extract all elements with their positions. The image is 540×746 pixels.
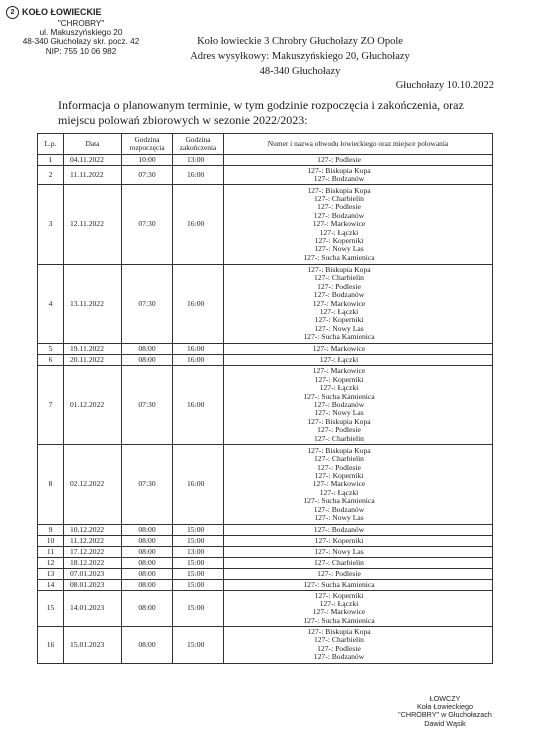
table-row (38, 445, 493, 524)
row-date: 10.12.2022 (64, 524, 122, 535)
row-date: 19.11.2022 (64, 343, 122, 354)
row-end-time: 15:00 (173, 590, 224, 626)
row-number: 16 (38, 627, 64, 663)
row-number: 15 (38, 590, 64, 626)
header-city: 48-340 Głuchołazy (259, 66, 341, 77)
row-start-time: 07:30 (122, 445, 173, 524)
row-number: 6 (38, 354, 64, 365)
place-entry: 127-: Charbielin (314, 433, 364, 443)
place-entry: 127-: Charbielin (314, 193, 364, 203)
row-places (224, 627, 493, 663)
header-org: Koło łowieckie 3 Chrobry Głuchołazy ZO Opole (197, 36, 403, 47)
row-start-time: 08:00 (122, 524, 173, 535)
header-lp: L.p. (38, 134, 64, 155)
date-line: Głuchołazy 10.10.2022 (395, 80, 494, 91)
table-row (38, 546, 493, 557)
place-entry: 127-: Bodzanów (313, 399, 365, 409)
row-places (224, 166, 493, 185)
table-row (38, 557, 493, 568)
row-start-time: 08:00 (122, 590, 173, 626)
table-row (38, 590, 493, 626)
row-date: 01.12.2022 (64, 365, 122, 444)
row-places (224, 524, 493, 535)
row-places (224, 579, 493, 590)
row-number: 13 (38, 568, 64, 579)
table-row (38, 579, 493, 590)
place-entry: 127-: Sucha Kamienica (303, 615, 375, 625)
intro-text: Informacja o planowanym terminie, w tym godzinie rozpoczęcia i zakończenia, oraz miejscu polowań zbiorowych w sezonie 2022/2023: (58, 98, 464, 127)
row-end-time: 15:00 (173, 568, 224, 579)
stamp-postal: 48-340 Głuchołazy skr. pocz. 42 (22, 37, 140, 47)
signature-line2: "CHROBRY" w Głuchołazach (398, 710, 492, 720)
row-start-time: 08:00 (122, 354, 173, 365)
row-places (224, 590, 493, 626)
place-entry: 127-: Podlesie (317, 154, 361, 164)
place-entry: 127-: Koperniki (314, 470, 364, 480)
place-entry: 127-: Podlesie (317, 462, 361, 472)
row-date: 20.11.2022 (64, 354, 122, 365)
stamp-nip: NIP: 755 10 06 982 (45, 46, 117, 56)
row-date: 08.01.2023 (64, 579, 122, 590)
row-start-time: 10:00 (122, 155, 173, 166)
row-date: 15.01.2023 (64, 627, 122, 663)
row-date: 13.11.2022 (64, 264, 122, 343)
row-number: 11 (38, 546, 64, 557)
row-start-time: 07:30 (122, 166, 173, 185)
place-entry: 127-: Nowy Las (314, 323, 364, 333)
row-start-time: 08:00 (122, 343, 173, 354)
stamp-number: 2 (6, 6, 19, 19)
row-places (224, 185, 493, 264)
header-date: Data (64, 134, 122, 155)
row-date: 17.12.2022 (64, 546, 122, 557)
table-row (38, 155, 493, 166)
place-entry: 127-: Łączki (319, 306, 359, 316)
place-entry: 127-: Sucha Kamienica (303, 496, 375, 506)
place-entry: 127-: Podlesie (317, 281, 361, 291)
place-entry: 127-: Nowy Las (314, 244, 364, 254)
header-start: Godzina rozpoczęcia (122, 134, 173, 155)
place-entry: 127-: Podlesie (317, 568, 361, 578)
header-address: Adres wysyłkowy: Makuszyńskiego 20, Głuchołazy (190, 51, 410, 62)
row-start-time: 07:30 (122, 185, 173, 264)
row-start-time: 08:00 (122, 627, 173, 663)
row-start-time: 08:00 (122, 546, 173, 557)
place-entry: 127-: Podlesie (317, 202, 361, 212)
table-row (38, 264, 493, 343)
row-places (224, 535, 493, 546)
row-number: 14 (38, 579, 64, 590)
row-number: 3 (38, 185, 64, 264)
place-entry: 127-: Markowice (312, 298, 366, 308)
hunting-schedule-table (37, 133, 493, 664)
row-number: 4 (38, 264, 64, 343)
place-entry: 127-: Nowy Las (314, 408, 364, 418)
row-start-time: 08:00 (122, 568, 173, 579)
place-entry: 127-: Biskupia Kopa (307, 627, 371, 637)
signature-line1: Koła Łowieckiego (417, 702, 473, 712)
table-header-row (38, 134, 493, 155)
place-entry: 127-: Sucha Kamienica (303, 332, 375, 342)
row-number: 2 (38, 166, 64, 185)
place-entry: 127-: Podlesie (317, 643, 361, 653)
place-entry: 127-: Koperniki (314, 374, 364, 384)
row-end-time: 13:00 (173, 155, 224, 166)
row-places (224, 264, 493, 343)
row-date: 14.01.2023 (64, 590, 122, 626)
row-end-time: 16:00 (173, 264, 224, 343)
row-places (224, 155, 493, 166)
place-entry: 127-: Bodzanów (313, 210, 365, 220)
row-end-time: 15:00 (173, 557, 224, 568)
place-entry: 127-: Biskupia Kopa (307, 416, 371, 426)
row-number: 5 (38, 343, 64, 354)
stamp-name: KOŁO ŁOWIECKIE (22, 6, 102, 17)
row-number: 9 (38, 524, 64, 535)
place-entry: 127-: Biskupia Kopa (307, 445, 371, 455)
row-number: 12 (38, 557, 64, 568)
row-end-time: 16:00 (173, 185, 224, 264)
stamp-street: ul. Makuszyńskiego 20 (39, 28, 123, 38)
place-entry: 127-: Markowice (312, 479, 366, 489)
place-entry: 127-: Koperniki (314, 235, 364, 245)
place-entry: 127-: Bodzanów (313, 174, 365, 184)
table-row (38, 627, 493, 663)
table-row (38, 365, 493, 444)
row-end-time: 16:00 (173, 445, 224, 524)
row-date: 11.11.2022 (64, 166, 122, 185)
table-row (38, 166, 493, 185)
place-entry: 127-: Koperniki (314, 315, 364, 325)
row-end-time: 15:00 (173, 579, 224, 590)
place-entry: 127-: Charbielin (314, 454, 364, 464)
place-entry: 127-: Łączki (319, 227, 359, 237)
row-end-time: 15:00 (173, 627, 224, 663)
row-start-time: 08:00 (122, 535, 173, 546)
place-entry: 127-: Charbielin (314, 635, 364, 645)
header-end: Godzina zakończenia (173, 134, 224, 155)
row-places (224, 365, 493, 444)
row-end-time: 15:00 (173, 524, 224, 535)
header-place: Numer i nazwa obwodu łowieckiego oraz miejsce polowania (224, 134, 493, 155)
table-row (38, 354, 493, 365)
place-entry: 127-: Łączki (319, 383, 359, 393)
place-entry: 127-: Markowice (312, 366, 366, 376)
row-places (224, 354, 493, 365)
table-row (38, 535, 493, 546)
row-end-time: 16:00 (173, 166, 224, 185)
place-entry: 127-: Charbielin (314, 273, 364, 283)
place-entry: 127-: Sucha Kamienica (303, 579, 375, 589)
row-start-time: 08:00 (122, 579, 173, 590)
row-date: 12.11.2022 (64, 185, 122, 264)
place-entry: 127-: Koperniki (314, 590, 364, 600)
row-date: 07.01.2023 (64, 568, 122, 579)
place-entry: 127-: Bodzanów (313, 504, 365, 514)
row-start-time: 07:30 (122, 264, 173, 343)
table-row (38, 343, 493, 354)
place-entry: 127-: Podlesie (317, 425, 361, 435)
place-entry: 127-: Markowice (312, 607, 366, 617)
row-start-time: 08:00 (122, 557, 173, 568)
row-end-time: 16:00 (173, 343, 224, 354)
row-end-time: 16:00 (173, 365, 224, 444)
row-date: 11.12.2022 (64, 535, 122, 546)
place-entry: 127-: Łączki (319, 599, 359, 609)
place-entry: 127-: Łączki (319, 487, 359, 497)
table-row (38, 568, 493, 579)
signature-title: ŁOWCZY (429, 694, 461, 703)
place-entry: 127-: Bodzanów (313, 652, 365, 662)
place-entry: 127-: Bodzanów (313, 524, 365, 534)
row-number: 1 (38, 155, 64, 166)
place-entry: 127-: Bodzanów (313, 290, 365, 300)
place-entry: 127-: Markowice (312, 219, 366, 229)
row-places (224, 568, 493, 579)
place-entry: 127-: Sucha Kamienica (303, 252, 375, 262)
signature-name: Dawid Wąsik (424, 718, 466, 728)
row-number: 8 (38, 445, 64, 524)
place-entry: 127-: Koperniki (314, 535, 364, 545)
signature-stamp (380, 695, 510, 728)
row-end-time: 13:00 (173, 546, 224, 557)
row-places (224, 445, 493, 524)
row-date: 04.11.2022 (64, 155, 122, 166)
row-end-time: 15:00 (173, 535, 224, 546)
row-end-time: 16:00 (173, 354, 224, 365)
row-places (224, 343, 493, 354)
row-places (224, 546, 493, 557)
table-row (38, 185, 493, 264)
place-entry: 127-: Łączki (319, 354, 359, 364)
table-row (38, 524, 493, 535)
row-number: 10 (38, 535, 64, 546)
row-start-time: 07:30 (122, 365, 173, 444)
place-entry: 127-: Nowy Las (314, 546, 364, 556)
place-entry: 127-: Biskupia Kopa (307, 185, 371, 195)
row-date: 18.12.2022 (64, 557, 122, 568)
row-places (224, 557, 493, 568)
place-entry: 127-: Markowice (312, 343, 366, 353)
table-body (38, 155, 493, 664)
place-entry: 127-: Biskupia Kopa (307, 165, 371, 175)
row-number: 7 (38, 365, 64, 444)
place-entry: 127-: Sucha Kamienica (303, 391, 375, 401)
stamp-club: "CHROBRY" (57, 19, 105, 28)
row-date: 02.12.2022 (64, 445, 122, 524)
place-entry: 127-: Biskupia Kopa (307, 264, 371, 274)
place-entry: 127-: Charbielin (314, 557, 364, 567)
place-entry: 127-: Nowy Las (314, 512, 364, 522)
